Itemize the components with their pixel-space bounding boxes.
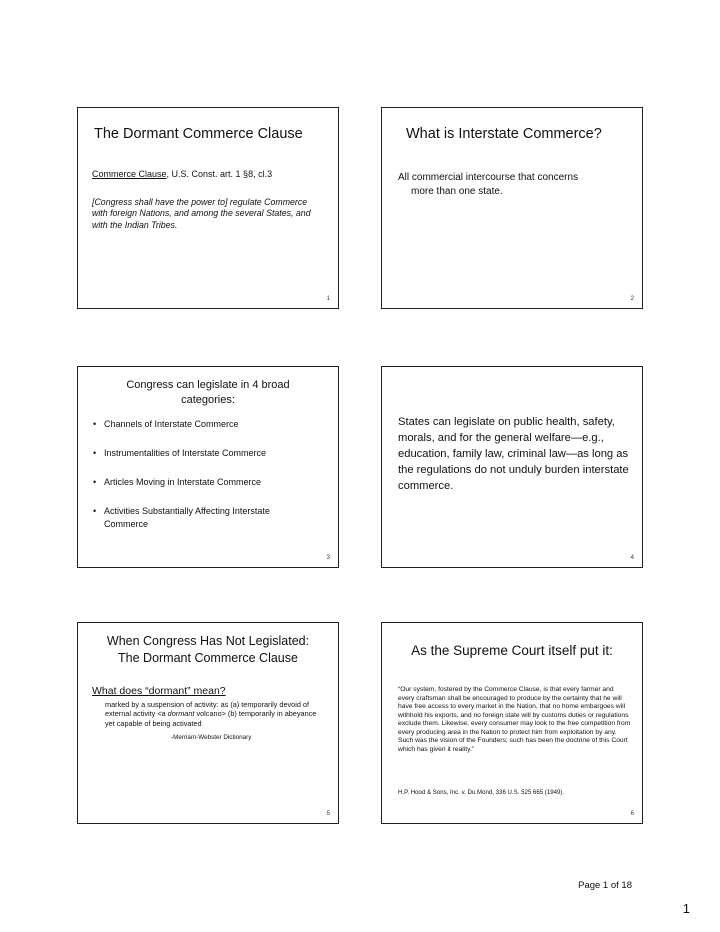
- slide-5: [77, 622, 339, 824]
- list-item: • Instrumentalities of Interstate Commerce: [92, 447, 312, 459]
- slide-title-line-1: Congress can legislate in 4 broad: [126, 379, 290, 391]
- supreme-court-quote: “Our system, fostered by the Commerce Clause, is that every farmer and every craftsman shall be encouraged to produce by the certainty that he will have free access to every market in the Nation, that no home embargoes will withhold his exports, and no foreign state will by customs duties or regulations exclude them. Likewise, every consumer may look to the free competition from every producing area in the Nation to protect him from exploitation by any. Such was the vision of the Founders; such has been the doctrine of this Court which has given it reality.”: [398, 686, 631, 753]
- page-number: 1: [682, 901, 690, 916]
- slide-number: 1: [326, 296, 330, 302]
- slide-2: [381, 107, 643, 309]
- slide-number: 3: [326, 555, 330, 561]
- definition-line-2: more than one state.: [411, 186, 503, 197]
- definition-line-1: All commercial intercourse that concerns: [398, 172, 579, 183]
- slide-1: [77, 107, 339, 309]
- slide-number: 6: [630, 811, 634, 817]
- slide-title: As the Supreme Court itself put it:: [411, 643, 613, 658]
- slide-3: [77, 366, 339, 568]
- slide-title-line-2: The Dormant Commerce Clause: [118, 651, 298, 665]
- commerce-clause-quote: [Congress shall have the power to] regulate Commerce with foreign Nations, and among the several States, and with the Indian Tribes.: [92, 197, 311, 230]
- list-item: • Articles Moving in Interstate Commerce: [92, 476, 312, 488]
- dictionary-source: -Merriam-Webster Dictionary: [171, 734, 252, 741]
- case-citation: H.P. Hood & Sons, Inc. v. Du Mond, 336 U.S. 525 665 (1949).: [398, 789, 565, 796]
- slide-number: 2: [630, 296, 634, 302]
- page-indicator: Page 1 of 18: [578, 880, 632, 891]
- dormant-definition: marked by a suspension of activity: as (a) temporarily devoid of external activity <a dormant volcano> (b) temporarily in abeyance yet capable of being activated: [105, 700, 317, 728]
- slide-title-line-1: When Congress Has Not Legislated:: [106, 634, 310, 648]
- slide-6: [381, 622, 643, 824]
- slide-number: 5: [326, 811, 330, 817]
- commerce-clause-link: Commerce Clause: [92, 169, 167, 179]
- slide-title: The Dormant Commerce Clause: [94, 126, 303, 142]
- citation-line: [92, 169, 272, 181]
- slide-title-line-2: categories:: [181, 394, 235, 406]
- list-item: • Activities Substantially Affecting Interstate Commerce: [92, 505, 312, 529]
- list-item: • Channels of Interstate Commerce: [92, 418, 312, 430]
- slide-number: 4: [630, 555, 634, 561]
- slide-title: What is Interstate Commerce?: [406, 126, 602, 142]
- category-list: [92, 418, 312, 547]
- state-power-text: States can legislate on public health, safety, morals, and for the general welfare—e.g., education, family law, criminal law—as long as the regulations do not unduly burden interstate commerce.: [398, 416, 629, 492]
- slide-4: [381, 366, 643, 568]
- dormant-question: What does “dormant” mean?: [92, 685, 226, 697]
- citation-rest: , U.S. Const. art. 1 §8, cl.3: [166, 169, 273, 179]
